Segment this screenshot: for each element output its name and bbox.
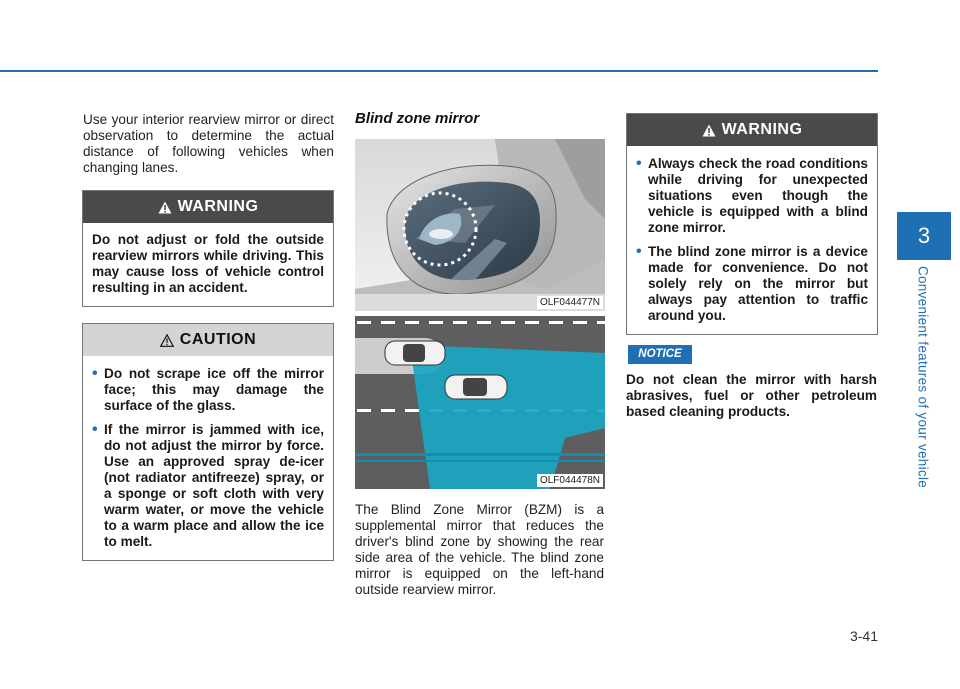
caution-triangle-icon [160,334,174,347]
section-title: Blind zone mirror [355,110,480,127]
warning-item: • The blind zone mirror is a device made for convenience. Do not solely rely on the mirror but always pay attention to traffic around you. [636,244,868,324]
page-number: 3-41 [849,628,878,644]
warning-title: WARNING [721,121,803,138]
chapter-number-tab: 3 [897,212,951,260]
caution-title: CAUTION [179,331,257,348]
intro-paragraph: Use your interior rearview mirror or direct observation to determine the actual distance of following vehicles when changing lanes. [83,112,334,175]
blind-zone-illustration [355,313,605,489]
caution-list [92,366,324,550]
warning-box-mirror-adjust [82,190,334,307]
warning-list [636,156,868,324]
warning-header [627,114,877,146]
caution-box-ice [82,323,334,561]
blind-zone-description-block [355,502,604,598]
warning-header [83,191,333,223]
column-left [83,112,334,176]
chapter-title-text: Convenient features of your vehicle [915,265,931,489]
warning-box-blind-zone [626,113,878,335]
caution-item: • Do not scrape ice off the mirror face; this may damage the surface of the glass. [92,366,324,414]
notice-text: Do not clean the mirror with harsh abrasives, fuel or other petroleum based cleaning products. [626,372,877,419]
figure-mirror-closeup [355,139,605,311]
warning-title: WARNING [177,198,259,215]
caution-item: • If the mirror is jammed with ice, do not adjust the mirror by force. Use an approved spray de-icer (not radiator antifreeze) spray, or a sponge or soft cloth with very warm water, or move the vehicle to a warm place and allow the ice to melt. [92,422,324,550]
blind-zone-description: The Blind Zone Mirror (BZM) is a supplemental mirror that reduces the driver's blind zone by showing the rear side area of the vehicle. The blind zone mirror is equipped on the left-hand outside rearview mirror. [355,502,604,597]
caution-header [83,324,333,356]
figure2-code: OLF044478N [537,474,603,487]
figure-blind-zone-diagram [355,313,605,489]
warning-item: • Always check the road conditions while driving for unexpected situations even though the vehicle is equipped with a blind zone mirror. [636,156,868,236]
warning-triangle-icon [158,201,172,214]
notice-badge: NOTICE [628,345,692,364]
warning-text: Do not adjust or fold the outside rearview mirrors while driving. This may cause loss of vehicle control resulting in an accident. [92,232,324,295]
figure1-code: OLF044477N [537,296,603,309]
mirror-illustration [355,139,605,311]
header-rule [0,70,878,72]
chapter-title-vertical [895,262,951,492]
car-top-icon [385,341,445,365]
warning-triangle-icon [702,124,716,137]
